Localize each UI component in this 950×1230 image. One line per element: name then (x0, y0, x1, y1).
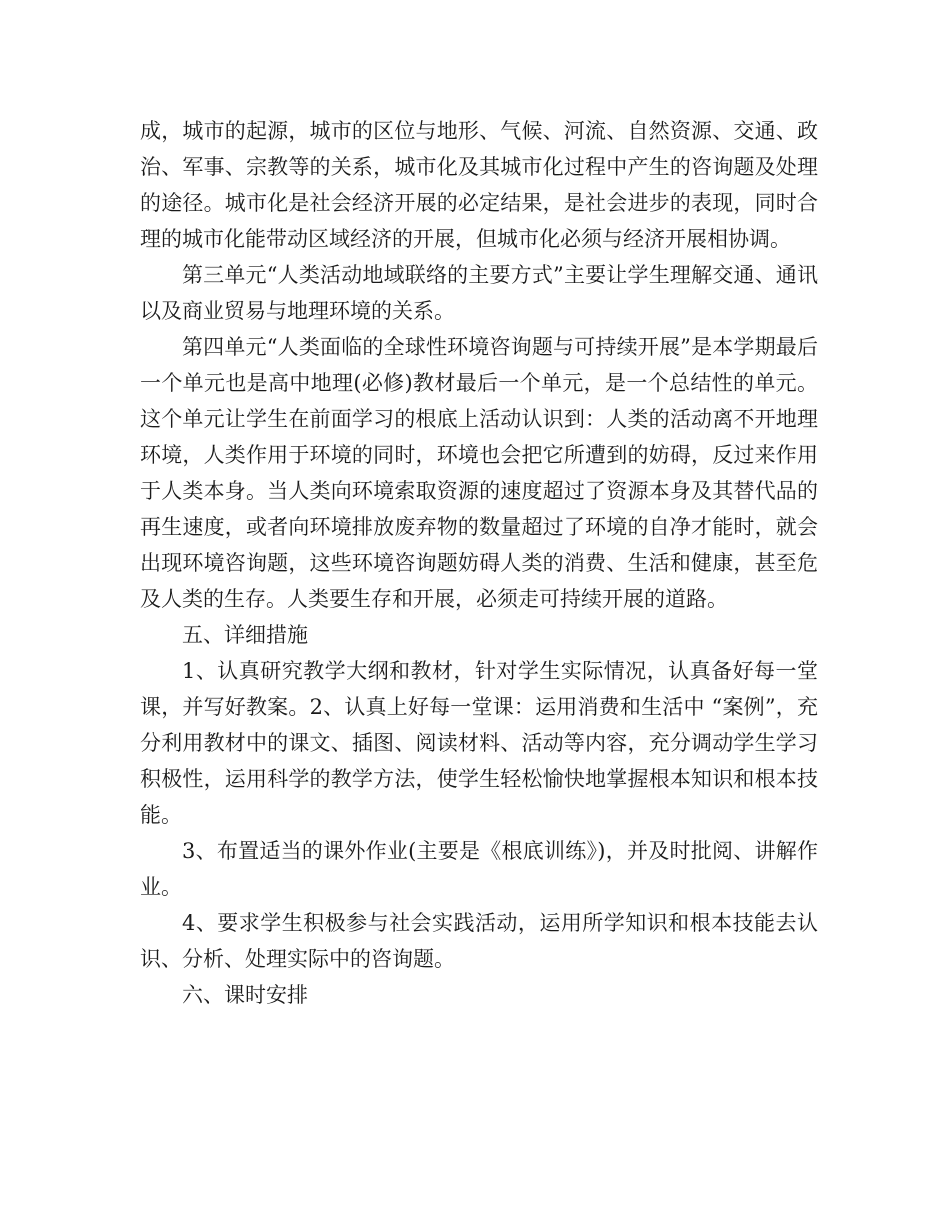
document-body (140, 113, 818, 1013)
paragraph-unit-three: 第三单元“人类活动地域联络的主要方式”主要让学生理解交通、通讯以及商业贸易与地理环境的关系。 (140, 263, 818, 323)
section-heading-measures: 五、详细措施 (182, 623, 308, 647)
paragraph-measure-3: 3、布置适当的课外作业(主要是《根底训练》)，并及时批阅、讲解作业。 (140, 839, 818, 899)
paragraph-measure-1-2: 1、认真研究教学大纲和教材，针对学生实际情况，认真备好每一堂课，并写好教案。2、认真上好每一堂课：运用消费和生活中 “案例”，充分利用教材中的课文、插图、阅读材料、活动等内容，充分调动学生学习积极性，运用科学的教学方法，使学生轻松愉快地掌握根本知识和根本技能。 (140, 659, 818, 827)
paragraph-unit-four: 第四单元“人类面临的全球性环境咨询题与可持续开展”是本学期最后一个单元也是高中地理(必修)教材最后一个单元，是一个总结性的单元。这个单元让学生在前面学习的根底上活动认识到：人类的活动离不开地理环境，人类作用于环境的同时，环境也会把它所遭到的妨碍，反过来作用于人类本身。当人类向环境索取资源的速度超过了资源本身及其替代品的再生速度，或者向环境排放废弃物的数量超过了环境的自净才能时，就会出现环境咨询题，这些环境咨询题妨碍人类的消费、生活和健康，甚至危及人类的生存。人类要生存和开展，必须走可持续开展的道路。 (140, 335, 818, 611)
paragraph-measure-4: 4、要求学生积极参与社会实践活动，运用所学知识和根本技能去认识、分析、处理实际中的咨询题。 (140, 911, 818, 971)
paragraph-urbanization: 成，城市的起源，城市的区位与地形、气候、河流、自然资源、交通、政治、军事、宗教等的关系，城市化及其城市化过程中产生的咨询题及处理的途径。城市化是社会经济开展的必定结果，是社会进步的表现，同时合理的城市化能带动区域经济的开展，但城市化必须与经济开展相协调。 (140, 119, 818, 251)
section-heading-schedule: 六、课时安排 (182, 983, 308, 1007)
